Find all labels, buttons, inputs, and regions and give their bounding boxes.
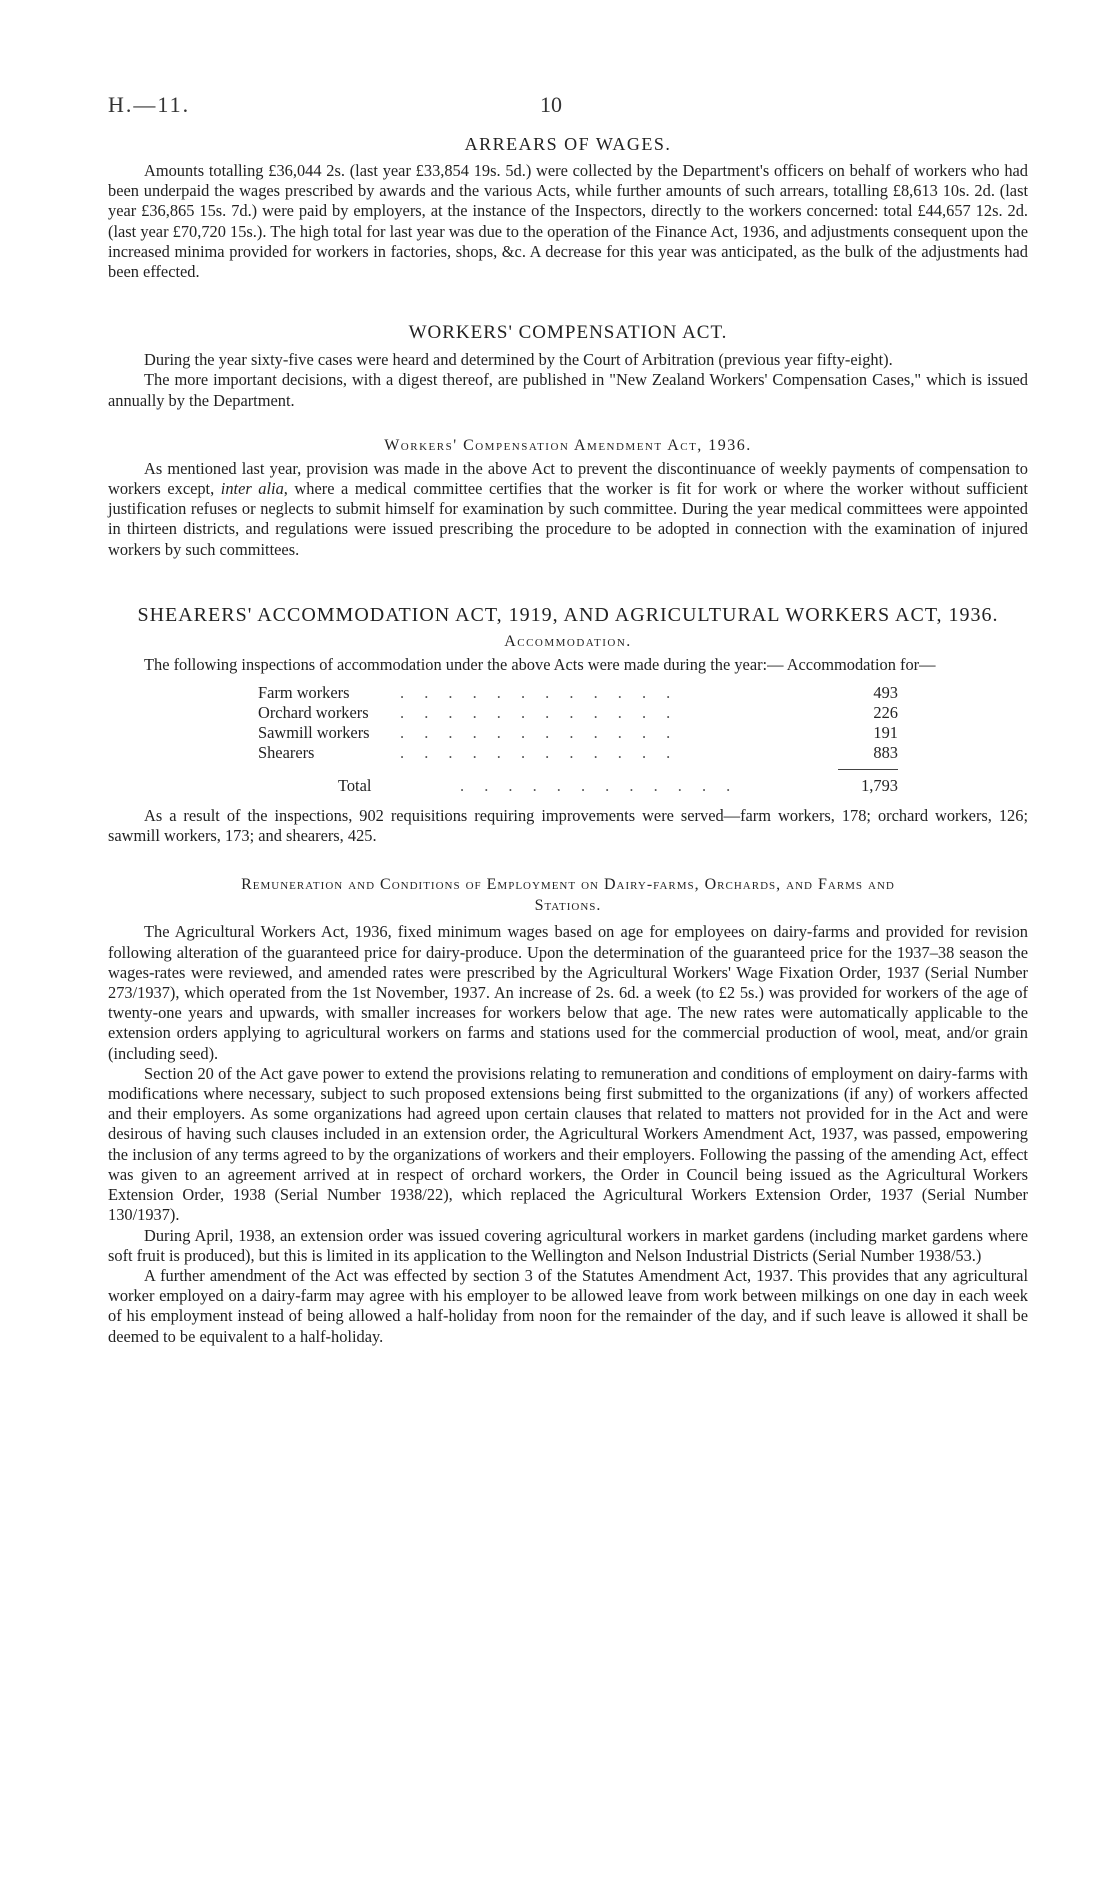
remuneration-paragraph-3: During April, 1938, an extension order was issued covering agricultural workers in market gardens (including market gardens where soft fruit is produced), but this is limited in its application to the Wellington and Nelson Industrial Districts (Serial Number 1938/53.) xyxy=(108,1225,1028,1265)
report-reference: H.—11. xyxy=(108,92,191,117)
subsection-title-accommodation: Accommodation. xyxy=(504,632,632,650)
compensation-paragraph-3 xyxy=(108,459,1028,560)
remuneration-title-line2: Stations. xyxy=(534,897,602,915)
leader-dots: . . . . . . . . . . . . xyxy=(400,703,679,723)
compensation-paragraph-1: During the year sixty-five cases were heard and determined by the Court of Arbitration (previous year fifty-eight). xyxy=(144,350,893,370)
remuneration-paragraph-2: Section 20 of the Act gave power to extend the provisions relating to remuneration and conditions of employment on dairy-farms with modifications where necessary, subject to such proposed extensions being first submitted to the organizations (if any) of workers affected and their employers. As some organizations had agreed upon certain clauses that related to matters not provided for in the Act and were desirous of having such clauses included in an extension order, the Agricultural Workers Amendment Act, 1937, was passed, empowering the inclusion of any terms agreed to by the organizations of workers and their employers. Following the passing of the amending Act, effect was given to an agreement arrived at in respect of orchard workers, the Order in Council being issued as the Agricultural Workers Extension Order, 1938 (Serial Number 1938/22), which replaced the Agricultural Workers Extension Order, 1937 (Serial Number 130/1937). xyxy=(108,1063,1028,1225)
table-row xyxy=(258,683,898,703)
row-value: 226 xyxy=(873,703,898,723)
total-label: Total xyxy=(338,776,372,796)
row-label: Sawmill workers xyxy=(258,723,370,743)
row-label: Farm workers xyxy=(258,683,350,703)
arrears-paragraph: Amounts totalling £36,044 2s. (last year £33,854 19s. 5d.) were collected by the Department's officers on behalf of workers who had been underpaid the wages prescribed by awards and the various Acts, while further amounts of such arrears, totalling £8,613 10s. 2d. (last year £36,865 15s. 7d.) were paid by employers, at the instance of the Inspectors, directly to the workers concerned: total £44,657 12s. 2d. (last year £70,720 15s.). The high total for last year was due to the operation of the Finance Act, 1936, and adjustments consequent upon the increased minima provided for workers in factories, shops, &c. A decrease for this year was anticipated, as the bulk of the adjustments had been effected. xyxy=(108,161,1028,282)
section-title-arrears: ARREARS OF WAGES. xyxy=(464,134,672,154)
accommodation-intro: The following inspections of accommodation under the above Acts were made during the year:— Accommodation for— xyxy=(144,654,936,674)
subsection-title-amendment-act: Workers' Compensation Amendment Act, 1936. xyxy=(384,436,752,454)
compensation-p3-start: As mentioned last year, provision was made in the above Act to prevent the discontinuance of weekly payments of compensation to workers except, xyxy=(108,458,1028,499)
section-title-compensation: WORKERS' COMPENSATION ACT. xyxy=(408,322,728,344)
remuneration-paragraph-1: The Agricultural Workers Act, 1936, fixed minimum wages based on age for employees on dairy-farms and provided for revision following alteration of the guaranteed price for dairy-produce. Upon the determination of the guaranteed price for the 1937–38 season the wages-rates were reviewed, and amended rates were prescribed by the Agricultural Workers' Wage Fixation Order, 1937 (Serial Number 273/1937), which operated from the 1st November, 1937. An increase of 2s. 6d. a week (to £2 5s.) was provided for workers of the age of twenty-one years and upwards, with smaller increases for workers below that age. The new rates were automatically applicable to the extension orders applying to agricultural workers on farms and stations used for the commercial production of wool, meat, and/or grain (including seed). xyxy=(108,922,1028,1063)
compensation-paragraph-2: The more important decisions, with a digest thereof, are published in "New Zealand Workers' Compensation Cases," which is issued annually by the Department. xyxy=(108,370,1028,410)
table-row xyxy=(258,703,898,723)
page-number: 10 xyxy=(540,92,562,117)
page-header xyxy=(108,92,1028,126)
inspection-result-paragraph: As a result of the inspections, 902 requisitions requiring improvements were served—farm workers, 178; orchard workers, 126; sawmill workers, 173; and shearers, 425. xyxy=(108,806,1028,846)
row-label: Orchard workers xyxy=(258,703,369,723)
table-row xyxy=(258,723,898,743)
row-value: 191 xyxy=(873,723,898,743)
compensation-p3-italic: inter alia xyxy=(220,479,284,499)
leader-dots: . . . . . . . . . . . . xyxy=(400,683,679,703)
total-rule xyxy=(838,769,898,770)
leader-dots: . . . . . . . . . . . . xyxy=(400,743,679,763)
row-value: 883 xyxy=(873,743,898,763)
remuneration-title-line1: Remuneration and Conditions of Employment on Dairy-farms, Orchards, and Farms and xyxy=(241,876,895,894)
accommodation-table xyxy=(258,683,898,796)
table-row xyxy=(258,743,898,763)
total-value: 1,793 xyxy=(861,776,898,796)
compensation-p3-end: , where a medical committee certifies that the worker is fit for work or where the worker without sufficient justification refuses or neglects to submit himself for examination by such committee. During the year medical committees were appointed in thirteen districts, and regulations were issued prescribing the procedure to be adopted in connection with the examination of injured workers by such committees. xyxy=(108,479,1028,559)
row-label: Shearers xyxy=(258,743,315,763)
row-value: 493 xyxy=(873,683,898,703)
document-page xyxy=(108,92,1028,1347)
section-title-shearers: SHEARERS' ACCOMMODATION ACT, 1919, AND AGRICULTURAL WORKERS ACT, 1936. xyxy=(137,603,999,626)
leader-dots: . . . . . . . . . . . . xyxy=(400,723,679,743)
remuneration-paragraph-4: A further amendment of the Act was effected by section 3 of the Statutes Amendment Act, 1937. This provides that any agricultural worker employed on a dairy-farm may agree with his employer to be allowed leave from work between milkings on one day in each week of his employment instead of being allowed a half-holiday from noon for the remainder of the day, and if such leave is allowed it shall be deemed to be equivalent to a half-holiday. xyxy=(108,1265,1028,1346)
section-title-remuneration xyxy=(108,874,1028,916)
leader-dots: . . . . . . . . . . . . xyxy=(460,776,739,796)
table-total-row xyxy=(258,776,898,796)
